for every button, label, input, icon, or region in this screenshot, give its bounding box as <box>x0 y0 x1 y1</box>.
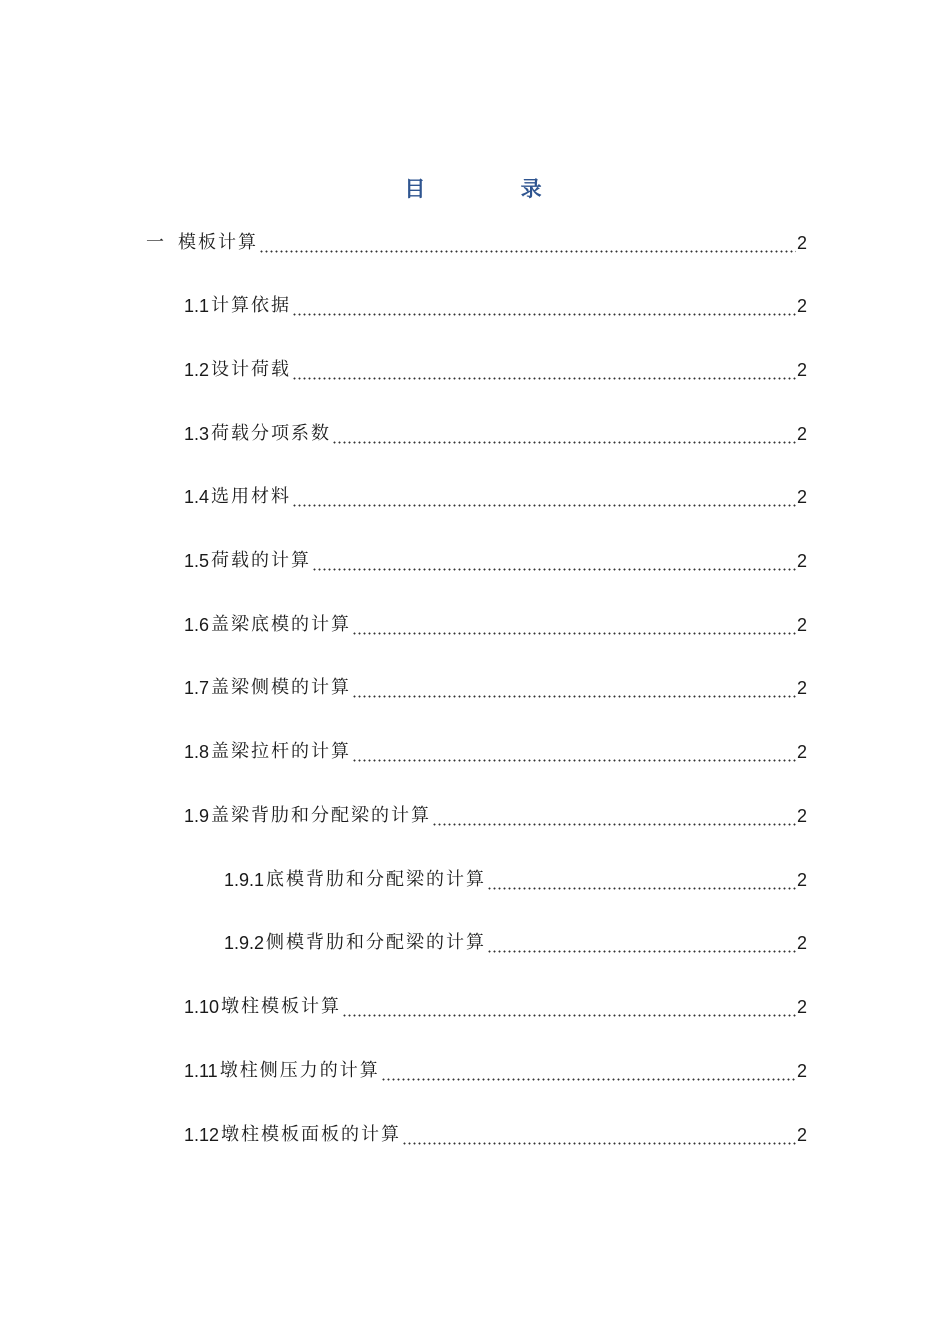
toc-entry[interactable] <box>184 547 807 575</box>
toc-entry-label: 盖梁背肋和分配梁的计算 <box>211 805 432 826</box>
dot-leader <box>352 674 796 702</box>
toc-entry-number: 1.11 <box>184 1061 218 1081</box>
toc-entry-number: 1.9 <box>184 806 210 826</box>
toc-entry[interactable] <box>184 611 807 639</box>
toc-entry[interactable] <box>224 866 807 894</box>
toc-title: 目 录 <box>404 176 586 201</box>
toc-entry[interactable] <box>184 356 807 384</box>
toc-entry-page: 2 <box>796 424 807 444</box>
toc-entry-number: 1.8 <box>184 742 210 762</box>
toc-entry-page: 2 <box>796 806 807 826</box>
dot-leader <box>487 929 796 957</box>
toc-entry-number: 1.5 <box>184 551 210 571</box>
toc-entry-number: 一 <box>146 232 164 253</box>
toc-entry-page: 2 <box>796 360 807 380</box>
toc-entry-label: 侧模背肋和分配梁的计算 <box>266 932 487 953</box>
toc-entry-number: 1.7 <box>184 678 210 698</box>
toc-entry-page: 2 <box>796 233 807 253</box>
toc-entry-label: 计算依据 <box>211 295 292 316</box>
toc-entry-number: 1.9.1 <box>224 870 265 890</box>
toc-entry-number: 1.10 <box>184 997 220 1017</box>
toc-entry-page: 2 <box>796 487 807 507</box>
toc-entry-number: 1.4 <box>184 487 210 507</box>
toc-entry-page: 2 <box>796 678 807 698</box>
toc-entry-label: 荷载的计算 <box>211 550 312 571</box>
toc-entry[interactable] <box>184 738 807 766</box>
dot-leader <box>352 611 796 639</box>
toc-entry-page: 2 <box>796 933 807 953</box>
toc-entry-page: 2 <box>796 296 807 316</box>
toc-entry-label: 荷载分项系数 <box>211 423 332 444</box>
toc-entry-page: 2 <box>796 742 807 762</box>
dot-leader <box>381 1057 796 1085</box>
toc-entry-label: 底模背肋和分配梁的计算 <box>266 869 487 890</box>
dot-leader <box>487 866 796 894</box>
toc-entry[interactable] <box>184 420 807 448</box>
toc-entry[interactable] <box>184 483 807 511</box>
toc-entry-page: 2 <box>796 615 807 635</box>
dot-leader <box>292 356 796 384</box>
toc-entry-number: 1.12 <box>184 1125 220 1145</box>
toc-entry[interactable] <box>184 1057 807 1085</box>
toc-entry-number: 1.3 <box>184 424 210 444</box>
toc-entry[interactable] <box>184 1121 807 1149</box>
toc-entry-page: 2 <box>796 870 807 890</box>
toc-entry-number: 1.2 <box>184 360 210 380</box>
dot-leader <box>292 483 796 511</box>
toc-entry-label: 设计荷载 <box>211 359 292 380</box>
toc-entry[interactable] <box>184 674 807 702</box>
toc-entry[interactable] <box>184 292 807 320</box>
toc-entry-page: 2 <box>796 551 807 571</box>
dot-leader <box>432 802 796 830</box>
toc-entry-label: 盖梁侧模的计算 <box>211 677 352 698</box>
toc-entry-page: 2 <box>796 1061 807 1081</box>
dot-leader <box>402 1121 796 1149</box>
toc-entry-page: 2 <box>796 1125 807 1145</box>
dot-leader <box>352 738 796 766</box>
toc-entry-label: 墩柱侧压力的计算 <box>219 1060 380 1081</box>
toc-entry-page: 2 <box>796 997 807 1017</box>
dot-leader <box>292 292 796 320</box>
toc-entry-label: 选用材料 <box>211 486 292 507</box>
dot-leader <box>259 229 796 257</box>
toc-entry-label: 盖梁拉杆的计算 <box>211 741 352 762</box>
toc-entry[interactable] <box>184 993 807 1021</box>
toc-entry-label: 盖梁底模的计算 <box>211 614 352 635</box>
dot-leader <box>342 993 796 1021</box>
dot-leader <box>332 420 796 448</box>
toc-entry[interactable] <box>146 229 807 257</box>
toc-entry-number: 1.1 <box>184 296 210 316</box>
toc-entry[interactable] <box>184 802 807 830</box>
dot-leader <box>312 547 796 575</box>
toc-entry[interactable] <box>224 929 807 957</box>
toc-entry-label: 墩柱模板面板的计算 <box>221 1124 402 1145</box>
toc-entry-number: 1.9.2 <box>224 933 265 953</box>
toc-entry-number: 1.6 <box>184 615 210 635</box>
toc-entry-label: 墩柱模板计算 <box>221 996 342 1017</box>
toc-entry-label: 模板计算 <box>178 232 258 253</box>
